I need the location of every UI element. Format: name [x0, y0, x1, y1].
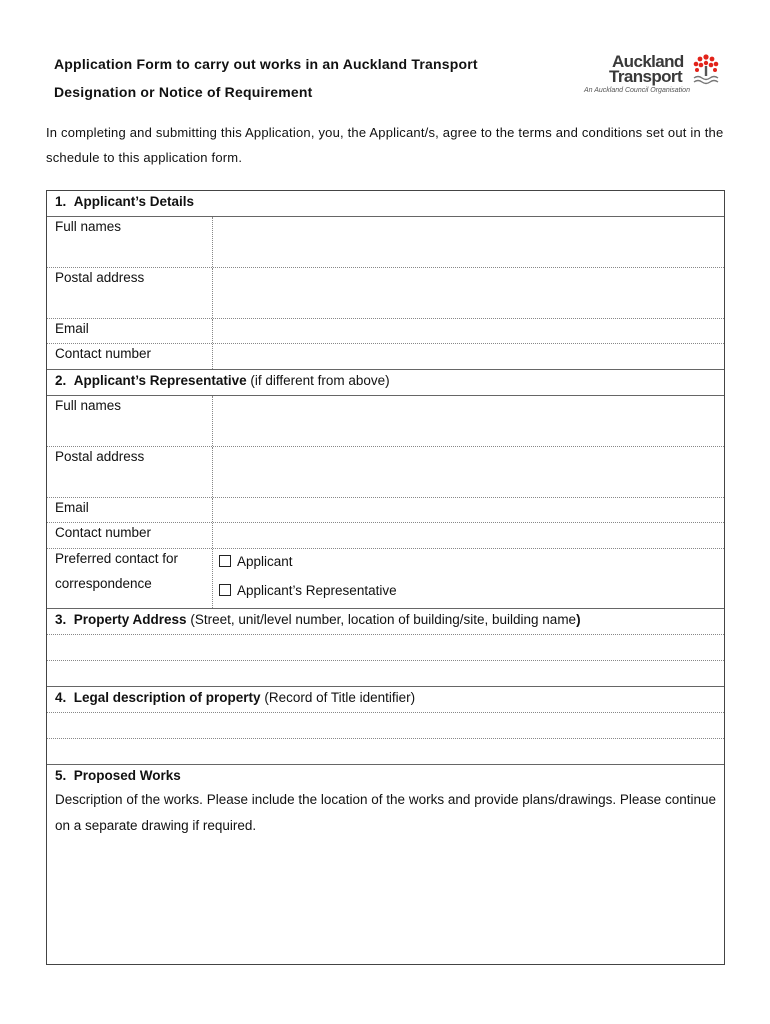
- rep-full-names-field[interactable]: [212, 396, 724, 446]
- form-title-line1: Application Form to carry out works in an Auckland Transport: [54, 56, 478, 72]
- section-4-header: [47, 687, 724, 713]
- auckland-transport-logo: [584, 52, 724, 98]
- preferred-contact-label-line1: Preferred contact for: [55, 551, 179, 566]
- option-applicant[interactable]: [219, 554, 293, 569]
- email-label: Email: [55, 321, 89, 336]
- section-1-title: Applicant’s Details: [73, 194, 195, 209]
- pohutukawa-icon: [692, 53, 720, 87]
- applicant-email-row: [47, 319, 724, 344]
- form-title-line2: Designation or Notice of Requirement: [54, 84, 313, 100]
- option-representative[interactable]: [219, 583, 397, 598]
- section-1-number: 1.: [55, 194, 67, 209]
- contact-number-label: Contact number: [55, 525, 152, 540]
- section-5: [47, 765, 724, 965]
- preferred-contact-row: [47, 549, 724, 609]
- legal-description-line1[interactable]: [47, 713, 724, 739]
- section-2-note: (if different from above): [250, 373, 390, 388]
- applicant-full-names-field[interactable]: [212, 217, 724, 267]
- postal-address-label: Postal address: [55, 449, 145, 464]
- property-address-line2[interactable]: [47, 661, 724, 687]
- applicant-email-field[interactable]: [212, 319, 724, 343]
- proposed-works-field[interactable]: [47, 845, 724, 965]
- rep-contact-row: [47, 523, 724, 549]
- logo-word-auckland: Auckland: [612, 52, 684, 71]
- section-3-header: [47, 609, 724, 635]
- section-2-header: [47, 370, 724, 396]
- section-3-title: Property Address: [73, 612, 187, 627]
- full-names-label: Full names: [55, 219, 122, 234]
- applicant-contact-row: [47, 344, 724, 370]
- section-4-number: 4.: [55, 690, 67, 705]
- postal-address-label: Postal address: [55, 270, 145, 285]
- rep-email-row: [47, 498, 724, 523]
- intro-paragraph: In completing and submitting this Application, you, the Applicant/s, agree to the terms and conditions set out in the schedule to this application form.: [46, 125, 724, 165]
- rep-contact-number-field[interactable]: [212, 523, 724, 548]
- preferred-contact-label-line2: correspondence: [55, 576, 152, 591]
- applicant-postal-address-field[interactable]: [212, 268, 724, 318]
- logo-word-transport: Transport: [609, 67, 683, 86]
- section-2-title: Applicant’s Representative: [73, 373, 247, 388]
- rep-postal-address-row: [47, 447, 724, 498]
- section-4-note: (Record of Title identifier): [264, 690, 416, 705]
- application-form: [46, 190, 725, 965]
- property-address-line1[interactable]: [47, 635, 724, 661]
- applicant-checkbox[interactable]: [219, 555, 231, 567]
- applicant-full-names-row: [47, 217, 724, 268]
- logo-tagline: An Auckland Council Organisation: [584, 87, 690, 94]
- full-names-label: Full names: [55, 398, 122, 413]
- proposed-works-description: Description of the works. Please include the location of the works and provide plans/drawings. Please continue on a separate drawing if required.: [55, 792, 716, 833]
- rep-full-names-row: [47, 396, 724, 447]
- section-3-number: 3.: [55, 612, 67, 627]
- section-2-number: 2.: [55, 373, 67, 388]
- section-5-title: Proposed Works: [73, 768, 181, 783]
- legal-description-line2[interactable]: [47, 739, 724, 765]
- rep-email-field[interactable]: [212, 498, 724, 522]
- section-4-title: Legal description of property: [73, 690, 261, 705]
- email-label: Email: [55, 500, 89, 515]
- representative-checkbox[interactable]: [219, 584, 231, 596]
- section-3-note: (Street, unit/level number, location of building/site, building name: [190, 612, 577, 627]
- section-3-close-paren: ): [576, 612, 581, 627]
- section-1-header: [47, 191, 724, 217]
- applicant-contact-number-field[interactable]: [212, 344, 724, 369]
- contact-number-label: Contact number: [55, 346, 152, 361]
- section-5-number: 5.: [55, 768, 67, 783]
- rep-postal-address-field[interactable]: [212, 447, 724, 497]
- option-representative-label: Applicant’s Representative: [237, 583, 397, 598]
- option-applicant-label: Applicant: [237, 554, 293, 569]
- applicant-postal-address-row: [47, 268, 724, 319]
